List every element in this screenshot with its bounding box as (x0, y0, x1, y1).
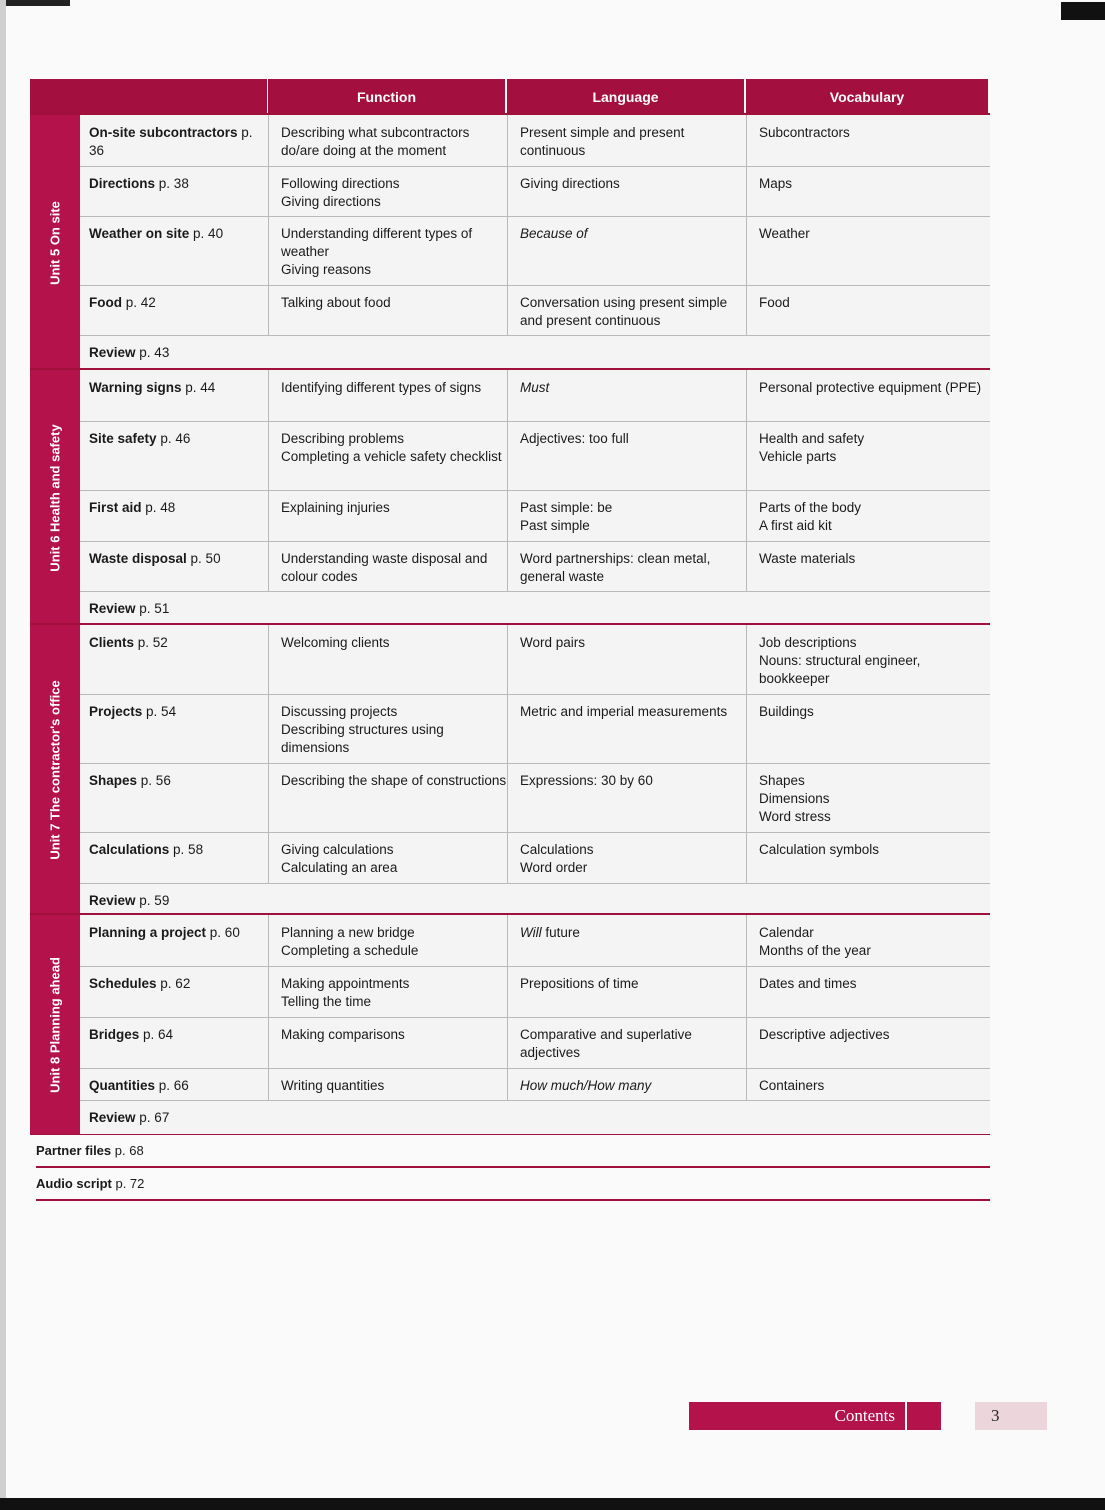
unit-6 (30, 368, 990, 626)
topic: Calculations (89, 842, 170, 857)
language-cell: Because of (507, 216, 746, 285)
table-row (80, 1068, 990, 1101)
topic: Bridges (89, 1027, 140, 1042)
page-ref: p. 67 (139, 1110, 170, 1125)
table-row (80, 832, 990, 884)
function-cell: Describing problems Completing a vehicle safety checklist (268, 421, 507, 490)
audio-script-label: Audio script (36, 1176, 112, 1191)
review-label: Review (89, 893, 136, 908)
table-row (80, 216, 990, 286)
function-cell: Understanding waste disposal and colour codes (268, 541, 507, 591)
scan-edge-top (0, 0, 70, 6)
unit-body (80, 915, 990, 1134)
topic-cell (80, 1017, 268, 1068)
page-ref: p. 42 (125, 295, 156, 310)
table-row (80, 285, 990, 336)
header-blank (30, 79, 267, 113)
language-cell: Expressions: 30 by 60 (507, 763, 746, 832)
function-cell: Following directions Giving directions (268, 166, 507, 216)
topic: Quantities (89, 1078, 156, 1093)
vocabulary-cell: Dates and times (746, 966, 990, 1017)
language-cell: Present simple and present continuous (507, 115, 746, 166)
topic-cell (80, 285, 268, 335)
page-ref: p. 43 (139, 345, 170, 360)
language-cell: Giving directions (507, 166, 746, 216)
topic-cell (80, 370, 268, 421)
topic: Warning signs (89, 380, 182, 395)
function-cell: Giving calculations Calculating an area (268, 832, 507, 883)
table-row (80, 694, 990, 764)
unit-5 (30, 113, 990, 371)
review-label: Review (89, 345, 136, 360)
table-row (80, 490, 990, 542)
unit-label-bar (30, 115, 80, 370)
vocabulary-cell: Job descriptions Nouns: structural engineer, bookkeeper (746, 625, 990, 694)
header-language: Language (507, 79, 744, 113)
language-cell: How much/How many (507, 1068, 746, 1100)
table-row (80, 1017, 990, 1069)
language-cell: Will future (507, 915, 746, 966)
language-cell: Metric and imperial measurements (507, 694, 746, 763)
page-ref: p. 38 (158, 176, 189, 191)
header-vocabulary: Vocabulary (746, 79, 988, 113)
vocabulary-cell: Calendar Months of the year (746, 915, 990, 966)
page-ref: p. 52 (137, 635, 168, 650)
unit-label-bar (30, 625, 80, 915)
review-cell (80, 883, 268, 915)
topic-cell (80, 694, 268, 763)
topic: Planning a project (89, 925, 207, 940)
partner-files-label: Partner files (36, 1143, 112, 1158)
topic: Directions (89, 176, 156, 191)
topic: First aid (89, 500, 142, 515)
unit-7 (30, 623, 990, 916)
table-row (80, 915, 990, 967)
table-header (268, 79, 988, 113)
page-ref: p. 50 (190, 551, 221, 566)
page-number: 3 (975, 1402, 1047, 1430)
audio-script-row (36, 1174, 990, 1201)
topic-cell (80, 625, 268, 694)
unit-body (80, 115, 990, 370)
page-ref: p. 58 (173, 842, 204, 857)
function-cell: Making comparisons (268, 1017, 507, 1068)
page-ref: p. 68 (114, 1143, 144, 1158)
function-cell: Planning a new bridge Completing a schedule (268, 915, 507, 966)
scan-edge-left (0, 0, 6, 1510)
page-ref: p. 54 (146, 704, 177, 719)
vocabulary-cell: Food (746, 285, 990, 335)
topic: Clients (89, 635, 135, 650)
function-cell: Discussing projects Describing structures using dimensions (268, 694, 507, 763)
table-row (80, 370, 990, 422)
review-cell (80, 591, 268, 625)
table-row (80, 966, 990, 1018)
topic: Weather on site (89, 226, 190, 241)
function-cell: Describing what subcontractors do/are doing at the moment (268, 115, 507, 166)
partner-files-row (36, 1141, 990, 1168)
corner-mark (1061, 2, 1105, 20)
vocabulary-cell: Buildings (746, 694, 990, 763)
function-cell: Explaining injuries (268, 490, 507, 541)
vocabulary-cell: Parts of the body A first aid kit (746, 490, 990, 541)
page-ref: p. 40 (193, 226, 224, 241)
topic: On-site subcontractors (89, 125, 238, 140)
topic-cell (80, 166, 268, 216)
unit-label-bar (30, 915, 80, 1134)
page-ref: p. 62 (160, 976, 191, 991)
header-function: Function (268, 79, 505, 113)
topic: Food (89, 295, 122, 310)
table-row (80, 541, 990, 592)
review-label: Review (89, 1110, 136, 1125)
vocabulary-cell: Subcontractors (746, 115, 990, 166)
topic-cell (80, 1068, 268, 1100)
unit-body (80, 625, 990, 915)
function-cell: Describing the shape of constructions (268, 763, 507, 832)
review-cell (80, 1100, 268, 1134)
unit-label: Unit 6 Health and safety (47, 423, 63, 572)
unit-label-bar (30, 370, 80, 625)
language-cell: Conversation using present simple and present continuous (507, 285, 746, 335)
contents-tab-block (907, 1402, 941, 1430)
topic-cell (80, 115, 268, 166)
function-cell: Talking about food (268, 285, 507, 335)
page-ref: p. 66 (158, 1078, 189, 1093)
language-cell: Past simple: be Past simple (507, 490, 746, 541)
vocabulary-cell: Personal protective equipment (PPE) (746, 370, 990, 421)
unit-body (80, 370, 990, 625)
topic-cell (80, 966, 268, 1017)
unit-label: Unit 8 Planning ahead (47, 956, 63, 1093)
function-cell: Identifying different types of signs (268, 370, 507, 421)
vocabulary-cell: Maps (746, 166, 990, 216)
page-ref: p. 48 (145, 500, 176, 515)
topic-cell (80, 541, 268, 591)
topic-cell (80, 763, 268, 832)
review-label: Review (89, 601, 136, 616)
topic: Waste disposal (89, 551, 187, 566)
unit-label: Unit 7 The contractor's office (47, 680, 63, 860)
language-cell: Prepositions of time (507, 966, 746, 1017)
language-cell: Word pairs (507, 625, 746, 694)
review-row (80, 335, 990, 370)
table-row (80, 625, 990, 695)
page-ref: p. 64 (143, 1027, 174, 1042)
unit-8 (30, 913, 990, 1135)
vocabulary-cell: Containers (746, 1068, 990, 1100)
topic-cell (80, 832, 268, 883)
page-ref: p. 59 (139, 893, 170, 908)
review-row (80, 591, 990, 625)
topic: Schedules (89, 976, 157, 991)
topic-cell (80, 915, 268, 966)
table-row (80, 166, 990, 217)
review-row (80, 883, 990, 915)
page-ref: p. 51 (139, 601, 170, 616)
page-ref: p. 36 (89, 125, 253, 158)
vocabulary-cell: Waste materials (746, 541, 990, 591)
topic-cell (80, 490, 268, 541)
vocabulary-cell: Calculation symbols (746, 832, 990, 883)
topic: Site safety (89, 431, 157, 446)
vocabulary-cell: Descriptive adjectives (746, 1017, 990, 1068)
page-ref: p. 46 (160, 431, 191, 446)
unit-label: Unit 5 On site (47, 200, 63, 285)
topic-cell (80, 216, 268, 285)
table-row (80, 763, 990, 833)
topic-cell (80, 421, 268, 490)
language-cell: Comparative and superlative adjectives (507, 1017, 746, 1068)
topic: Projects (89, 704, 143, 719)
vocabulary-cell: Shapes Dimensions Word stress (746, 763, 990, 832)
page-ref: p. 72 (115, 1176, 145, 1191)
function-cell: Understanding different types of weather Giving reasons (268, 216, 507, 285)
review-cell (80, 335, 268, 370)
review-row (80, 1100, 990, 1134)
topic: Shapes (89, 773, 138, 788)
scan-edge-bottom (0, 1498, 1105, 1510)
table-row (80, 115, 990, 167)
vocabulary-cell: Weather (746, 216, 990, 285)
function-cell: Welcoming clients (268, 625, 507, 694)
language-cell: Must (507, 370, 746, 421)
page-ref: p. 60 (209, 925, 240, 940)
language-cell: Word partnerships: clean metal, general waste (507, 541, 746, 591)
language-cell: Calculations Word order (507, 832, 746, 883)
page-ref: p. 44 (185, 380, 216, 395)
language-will: Will (520, 925, 542, 940)
contents-label: Contents (689, 1402, 905, 1430)
function-cell: Writing quantities (268, 1068, 507, 1100)
vocabulary-cell: Health and safety Vehicle parts (746, 421, 990, 490)
page-ref: p. 56 (140, 773, 171, 788)
table-row (80, 421, 990, 491)
function-cell: Making appointments Telling the time (268, 966, 507, 1017)
language-cell: Adjectives: too full (507, 421, 746, 490)
